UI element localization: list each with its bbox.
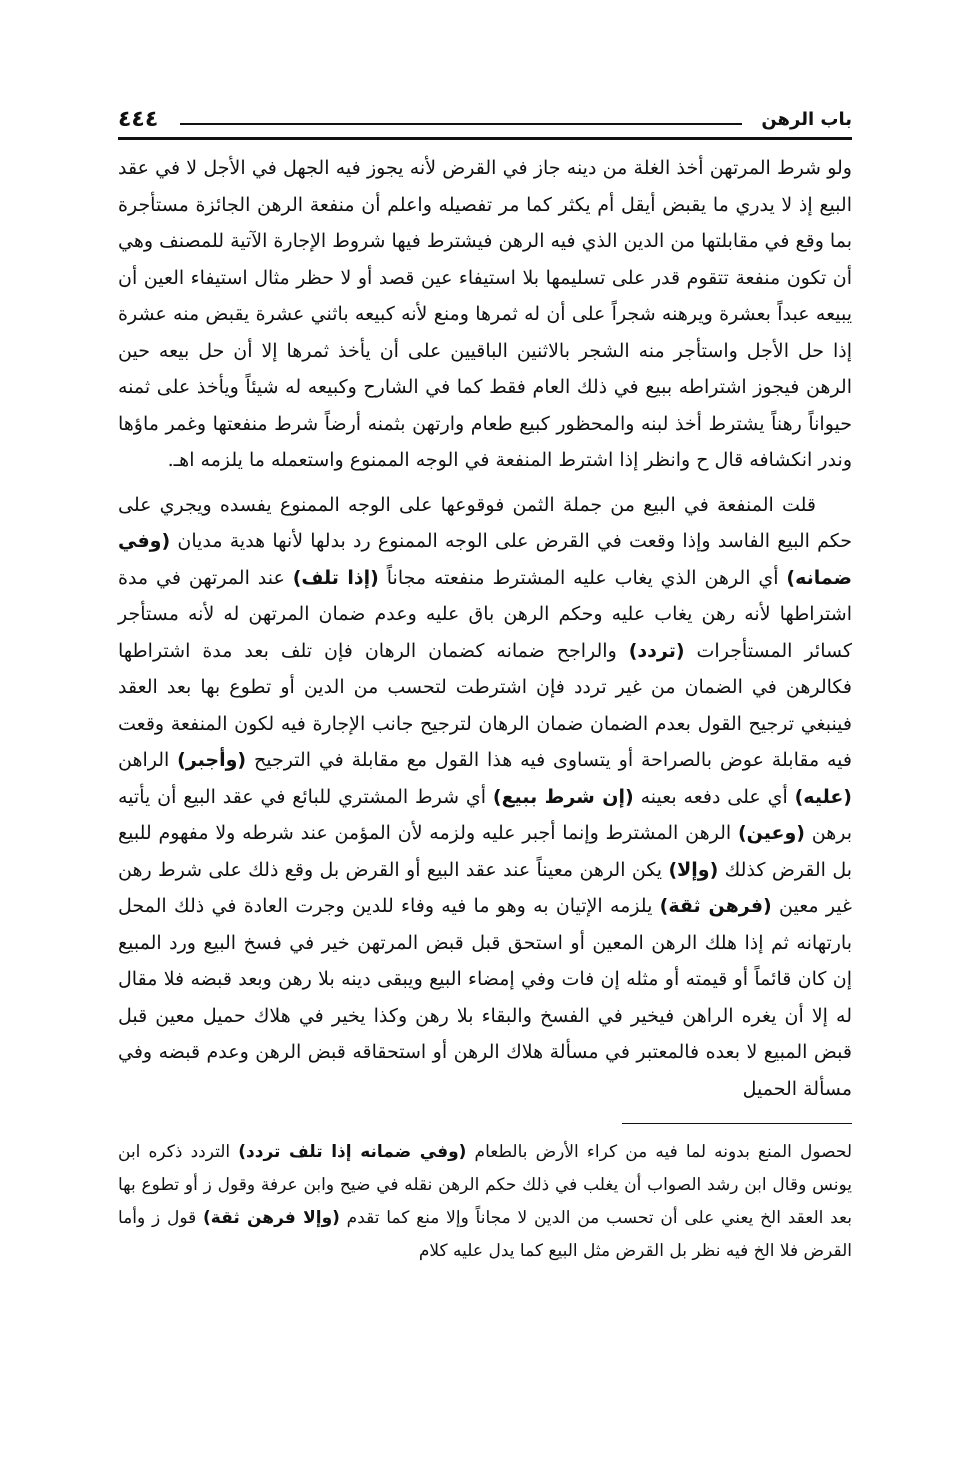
text-run: عند المرتهن في مدة اشتراطها لأنه رهن يغاب عليه وحكم الرهن باق عليه وعدم ضمان المرتهن له لأنه مستأجر كسائر المستأجرات [118, 566, 852, 662]
text-run: الراهن [118, 749, 178, 771]
footnotes [118, 1136, 852, 1268]
text-run: التردد ذكره ابن يونس وقال ابن رشد الصواب أن يغلب في ذلك حكم الرهن نقله في ضيح وابن عرفة وقول ز أو تطوع بها بعد العقد الخ يعني على أن تحسب من الدين لا مجاناً وإلا منع كما تقدم [118, 1142, 852, 1228]
text-run: يكن الرهن معيناً عند عقد البيع أو القرض بل وقع ذلك على شرط رهن غير معين [118, 858, 852, 917]
text-run: لحصول المنع بدونه لما فيه من كراء الأرض بالطعام [466, 1142, 852, 1162]
book-page [118, 95, 852, 1395]
footnote-separator [622, 1123, 852, 1124]
text-run: الرهن المشترط وإنما أجبر عليه ولزمه لأن المؤمن عند شرطه ولا مفهوم للبيع بل القرض كذلك [118, 822, 852, 881]
header-rule [118, 137, 852, 140]
text-run: والراجح ضمانه كضمان الرهان فإن تلف بعد مدة اشتراطها فكالرهن في الضمان من غير تردد فإن اشترطت لتحسب من الدين أو تطوع بها بعد العقد فينبغي ترجيح القول بعدم الضمان ضمان الرهان لترجيح جانب الإجارة فيه لكون المنفعة وقعت فيه مقابلة عوض بالصراحة أو يتساوى فيه هذا القول مع مقابلة في الترجيح [118, 639, 852, 771]
bold-term: (وفي ضمانه إذا تلف تردد) [238, 1142, 467, 1162]
chapter-title: باب الرهن [761, 109, 852, 130]
text-run: قلت المنفعة في البيع من جملة الثمن فوقوعها على الوجه الممنوع يفسده ويجري على حكم البيع الفاسد وإذا وقعت في القرض على الوجه الممنوع رد بدلها لأنها هدية مديان [118, 493, 852, 552]
page-number: ٤٤٤ [118, 107, 159, 132]
bold-term: (وإلا فرهن ثقة) [203, 1208, 340, 1228]
bold-term: (تردد) [628, 639, 685, 662]
text-run: أي شرط المشتري للبائع في عقد البيع أن يأتيه برهن [118, 785, 852, 844]
text-run: قول ز وأما القرض فلا الخ فيه نظر بل القرض مثل البيع كما يدل عليه كلام [118, 1208, 852, 1261]
bold-term: (عليه) [794, 785, 852, 808]
header-dash-line [180, 123, 742, 125]
paragraph-2 [118, 487, 852, 1108]
bold-term: (وفي ضمانه) [118, 530, 852, 589]
bold-term: (وأجبر) [177, 749, 247, 771]
bold-term: (وعين) [737, 822, 805, 844]
footnote-paragraph [118, 1136, 852, 1268]
bold-term: (فرهن ثقة) [659, 895, 772, 917]
bold-term: (إذا تلف) [292, 566, 379, 589]
paragraph-1: ولو شرط المرتهن أخذ الغلة من دينه جاز في القرض لأنه يجوز فيه الجهل في الأجل لا في عقد البيع إذ لا يدري ما يقبض أيقل أم يكثر كما مر تفصيله واعلم أن منفعة الرهن الجائزة مستأجرة بما وقع في مقابلتها من الدين الذي فيه الرهن فيشترط فيها شروط الإجارة الآتية للمصنف وهي أن تكون منفعة تتقوم قدر على تسليمها بلا استيفاء عين قصد أو لا حظر مثال استيفاء العين أن يبيعه عبداً بعشرة ويرهنه شجراً على أن له ثمرها ومنع لأنه كبيعه باثني عشرة يقبض منه عشرة إذا حل الأجل واستأجر منه الشجر بالاثنين الباقيين على أن يأخذ ثمرها إلا أن حل بيعه حين الرهن فيجوز اشتراطه ببيع في ذلك العام فقط كما في الشارح وكبيعه له شيئاً ويأخذ على ثمنه حيواناً رهناً يشترط أخذ لبنه والمحظور كبيع طعام وارتهن بثمنه أرضاً شرط منفعتها وغمر ماؤها وندر انكشافه قال ح وانظر إذا اشترط المنفعة في الوجه الممنوع واستعمله ما يلزمه اهـ. [118, 157, 852, 471]
text-run: أي على دفعه بعينه [633, 785, 795, 808]
page-header [118, 95, 852, 135]
text-run: يلزمه الإتيان به وهو ما فيه وفاء للدين وجرت العادة في ذلك المحل بارتهانه ثم إذا هلك الرهن المعين أو استحق قبل قبض المرتهن خير في فسخ البيع ورد المبيع إن كان قائماً أو قيمته أو مثله إن فات وفي إمضاء البيع ويبقى دينه بلا رهن وبعد قبضه فلا مقال له إلا أن يغره الراهن فيخير في الفسخ والبقاء بلا رهن وكذا يخير في هلاك حميل معين قبل قبض المبيع لا بعده فالمعتبر في مسألة هلاك الرهن أو استحقاقه قبض الرهن وعدم قبضه وفي مسألة الحميل [118, 895, 852, 1100]
bold-term: (إن شرط ببيع) [492, 785, 634, 808]
text-run: أي الرهن الذي يغاب عليه المشترط منفعته مجاناً [378, 566, 787, 589]
main-text [118, 150, 852, 1107]
bold-term: (وإلا) [668, 858, 719, 881]
